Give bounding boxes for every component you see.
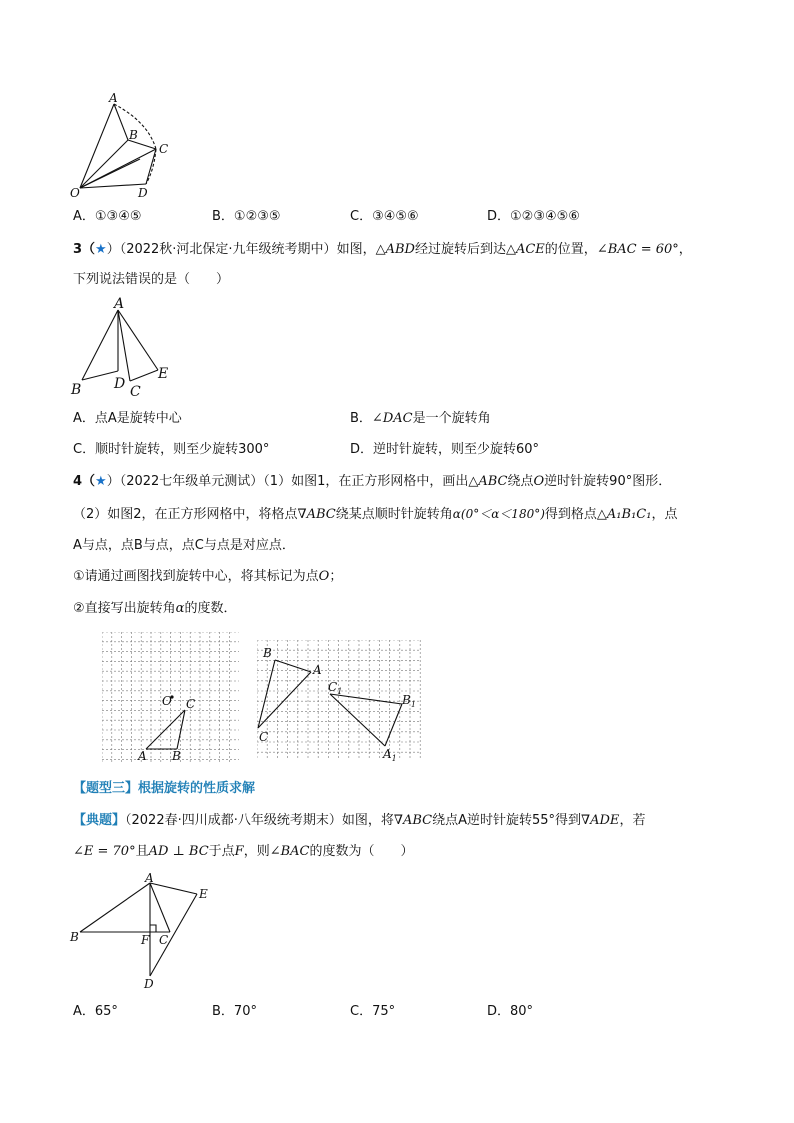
q3-stem-line1: 3（★）（2022秋·河北保定·九年级统考期中）如图，△ABD经过旋转后到达△ACE的位置，∠BAC = 60°，	[73, 242, 692, 257]
example-stem-line1: 【典题】（2022春·四川成都·八年级统考期末）如图，将∇ABC绕点A逆时针旋转55°得到∇ADE，若	[73, 813, 646, 828]
grid-figure-1	[102, 632, 242, 764]
q3-option-d[interactable]: D．逆时针旋转，则至少旋转60°	[350, 442, 540, 457]
star-icon: ★	[95, 242, 107, 257]
example-option-b[interactable]: B．70°	[212, 1004, 257, 1019]
example-label-f: F	[141, 933, 150, 947]
grid2-label-c: C	[259, 730, 269, 744]
q2-option-a[interactable]: A．①③④⑤	[73, 209, 142, 224]
grid2-label-a1: $A_1$	[383, 747, 397, 763]
figure-q3-triangles	[66, 296, 176, 398]
q3-option-c[interactable]: C．顺时针旋转，则至少旋转300°	[73, 442, 270, 457]
grid1-label-o: O	[162, 694, 172, 708]
grid1-label-a: A	[138, 749, 147, 763]
q4-sub1: ①请通过画图找到旋转中心，将其标记为点O；	[73, 569, 343, 584]
q2-option-c[interactable]: C．③④⑤⑥	[350, 209, 419, 224]
figure-rotation-fan	[66, 92, 176, 200]
grid2-label-a: A	[313, 663, 322, 677]
q4-part1: 4（★）（2022七年级单元测试）（1）如图1，在正方形网格中，画出△ABC绕点O逆时针旋转90°图形．	[73, 474, 672, 489]
fig1-label-c: C	[159, 142, 169, 156]
q3-label-d: D	[114, 376, 126, 392]
example-label-e: E	[199, 887, 208, 901]
section-title: 【题型三】根据旋转的性质求解	[73, 781, 256, 796]
grid1-label-b: B	[172, 749, 181, 763]
example-label-b: B	[70, 930, 79, 944]
grid2-label-b1: $B_1$	[402, 693, 416, 709]
example-option-d[interactable]: D．80°	[487, 1004, 534, 1019]
q3-stem-line2: 下列说法错误的是（ ）	[73, 272, 230, 287]
example-option-a[interactable]: A．65°	[73, 1004, 118, 1019]
q4-part2: （2）如图2，在正方形网格中，将格点∇ABC绕某点顺时针旋转角α(0°＜α＜180°)得到格点△A₁B₁C₁，点	[73, 507, 678, 522]
fig1-label-a: A	[109, 92, 118, 105]
q3-label-b: B	[71, 382, 82, 398]
q3-label-e: E	[158, 366, 169, 382]
q3-option-b[interactable]: B．∠DAC是一个旋转角	[350, 411, 491, 426]
fig1-label-d: D	[138, 186, 148, 200]
q2-option-b[interactable]: B．①②③⑤	[212, 209, 281, 224]
example-option-c[interactable]: C．75°	[350, 1004, 396, 1019]
grid2-label-b: B	[263, 646, 272, 660]
q3-label-a: A	[114, 296, 125, 312]
figure-example-triangles	[66, 872, 222, 996]
grid-figure-2	[257, 640, 423, 768]
fig1-label-o: O	[70, 186, 80, 200]
q4-part2-cont: A与点，点B与点，点C与点是对应点．	[73, 538, 295, 553]
q3-option-a[interactable]: A．点A是旋转中心	[73, 411, 182, 426]
example-label-c: C	[159, 933, 169, 947]
q2-option-d[interactable]: D．①②③④⑤⑥	[487, 209, 580, 224]
example-label-a: A	[145, 872, 154, 885]
q4-sub2: ②直接写出旋转角α的度数．	[73, 601, 237, 616]
star-icon: ★	[95, 474, 107, 489]
fig1-label-b: B	[129, 128, 138, 142]
example-label-d: D	[144, 977, 154, 991]
example-stem-line2: ∠E = 70°且AD ⊥ BC于点F，则∠BAC的度数为（ ）	[73, 844, 414, 859]
grid1-label-c: C	[186, 697, 196, 711]
grid2-label-c1: $C_1$	[328, 680, 343, 696]
q3-label-c: C	[130, 384, 141, 398]
